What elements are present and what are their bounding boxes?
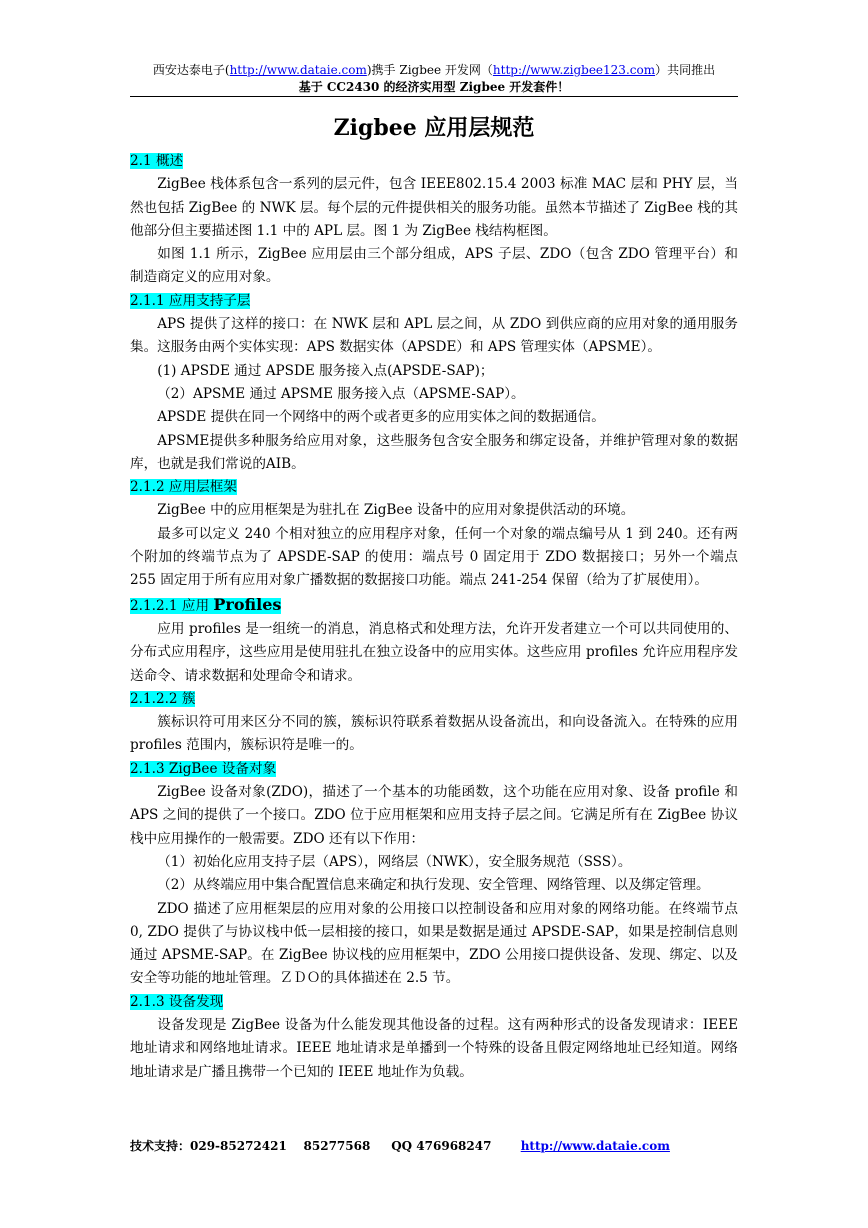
footer-link[interactable]: http://www.dataie.com xyxy=(520,1139,670,1153)
dataie-link[interactable]: http://www.dataie.com xyxy=(229,63,367,77)
paragraph: APSME提供多种服务给应用对象，这些服务包含安全服务和绑定设备，并维护管理对象的数据库，也就是我们常说的AIB。 xyxy=(130,432,738,472)
paragraph: APS 提供了这样的接口：在 NWK 层和 APL 层之间，从 ZDO 到供应商的应用对象的通用服务集。这服务由两个实体实现：APS 数据实体（APSDE）和 APS 管理实体（APSME）。 xyxy=(130,316,738,356)
section-heading xyxy=(130,290,738,313)
section-heading xyxy=(130,593,738,618)
paragraph: 如图 1.1 所示，ZigBee 应用层由三个部分组成，APS 子层、ZDO（包含 ZDO 管理平台）和制造商定义的应用对象。 xyxy=(130,246,738,286)
header-line-2: 基于 CC2430 的经济实用型 Zigbee 开发套件！ xyxy=(298,80,570,94)
header-suffix: ）共同推出 xyxy=(655,63,716,77)
support-info: 技术支持：029-85272421 85277568 QQ 476968247 xyxy=(130,1139,521,1153)
paragraph: ZDO 描述了应用框架层的应用对象的公用接口以控制设备和应用对象的网络功能。在终端节点 0, ZDO 提供了与协议栈中低一层相接的接口，如果是数据是通过 APSDE-SAP，如果是控制信息则通过 APSME-SAP。在 ZigBee 协议栈的应用框架中，ZDO 公用接口提供设备、发现、绑定、以及安全等功能的地址管理。ＺＤＯ的具体描述在 2.5 节。 xyxy=(130,900,738,987)
heading-2-1-2-2: 2.1.2.2 簇 xyxy=(130,690,196,707)
header-divider xyxy=(130,96,738,97)
paragraph: 簇标识符可用来区分不同的簇，簇标识符联系着数据从设备流出，和向设备流入。在特殊的应用 profiles 范围内，簇标识符是唯一的。 xyxy=(130,714,738,754)
document-body xyxy=(130,150,738,1084)
paragraph: APSDE 提供在同一个网络中的两个或者更多的应用实体之间的数据通信。 xyxy=(157,409,605,426)
footer xyxy=(130,1138,670,1154)
paragraph: 设备发现是 ZigBee 设备为什么能发现其他设备的过程。这有两种形式的设备发现请求：IEEE 地址请求和网络地址请求。IEEE 地址请求是单播到一个特殊的设备且假定网络地址已经知道。网络地址请求是广播且携带一个已知的 IEEE 地址作为负载。 xyxy=(130,1016,738,1080)
section-heading xyxy=(130,476,738,499)
paragraph: ZigBee 栈体系包含一系列的层元件，包含 IEEE802.15.4 2003 标准 MAC 层和 PHY 层，当然也包括 ZigBee 的 NWK 层。每个层的元件提供相关的服务功能。虽然本节描述了 ZigBee 栈的其他部分但主要描述图 1.1 中的 APL 层。图 1 为 ZigBee 栈结构框图。 xyxy=(130,176,738,239)
heading-2-1-1: 2.1.1 应用支持子层 xyxy=(130,292,251,309)
heading-prefix: 2.1.2.1 应用 xyxy=(130,597,214,614)
list-item: (1) APSDE 通过 APSDE 服务接入点(APSDE-SAP)； xyxy=(157,362,494,379)
list-item: （2）APSME 通过 APSME 服务接入点（APSME-SAP）。 xyxy=(157,385,525,402)
header-prefix: 西安达泰电子( xyxy=(152,63,230,77)
paragraph: ZigBee 设备对象(ZDO)，描述了一个基本的功能函数，这个功能在应用对象、设备 profile 和 APS 之间的提供了一个接口。ZDO 位于应用框架和应用支持子层之间。它满足所有在 ZigBee 协议栈中应用操作的一般需要。ZDO 还有以下作用： xyxy=(130,784,738,847)
heading-2-1-3-discovery: 2.1.3 设备发现 xyxy=(130,993,224,1010)
list-item: （2）从终端应用中集合配置信息来确定和执行发现、安全管理、网络管理、以及绑定管理。 xyxy=(157,877,710,894)
header-mid: )携手 Zigbee 开发网（ xyxy=(366,63,493,77)
header-line-1 xyxy=(0,62,868,78)
heading-2-1-2-1 xyxy=(130,594,282,614)
heading-profiles: Profiles xyxy=(213,594,282,614)
zigbee123-link[interactable]: http://www.zigbee123.com xyxy=(492,63,656,77)
section-heading xyxy=(130,991,738,1014)
section-heading xyxy=(130,688,738,711)
heading-2-1-3-zdo: 2.1.3 ZigBee 设备对象 xyxy=(130,760,277,777)
heading-2-1: 2.1 概述 xyxy=(130,153,184,169)
list-item: （1）初始化应用支持子层（APS），网络层（NWK），安全服务规范（SSS）。 xyxy=(157,853,632,870)
paragraph: 最多可以定义 240 个相对独立的应用程序对象，任何一个对象的端点编号从 1 到 240。还有两个附加的终端节点为了 APSDE-SAP 的使用：端点号 0 固定用于 ZDO 数据接口；另外一个端点 255 固定用于所有应用对象广播数据的数据接口功能。端点 241-254 保留（给为了扩展使用）。 xyxy=(130,525,738,589)
paragraph: ZigBee 中的应用框架是为驻扎在 ZigBee 设备中的应用对象提供活动的环境。 xyxy=(157,502,635,519)
document-title: Zigbee 应用层规范 xyxy=(333,115,535,141)
heading-2-1-2: 2.1.2 应用层框架 xyxy=(130,479,237,496)
paragraph: 应用 profiles 是一组统一的消息，消息格式和处理方法，允许开发者建立一个可以共同使用的、分布式应用程序，这些应用是使用驻扎在独立设备中的应用实体。这些应用 profiles 允许应用程序发送命令、请求数据和处理命令和请求。 xyxy=(130,620,738,684)
section-heading xyxy=(130,758,738,781)
section-heading xyxy=(130,150,738,173)
